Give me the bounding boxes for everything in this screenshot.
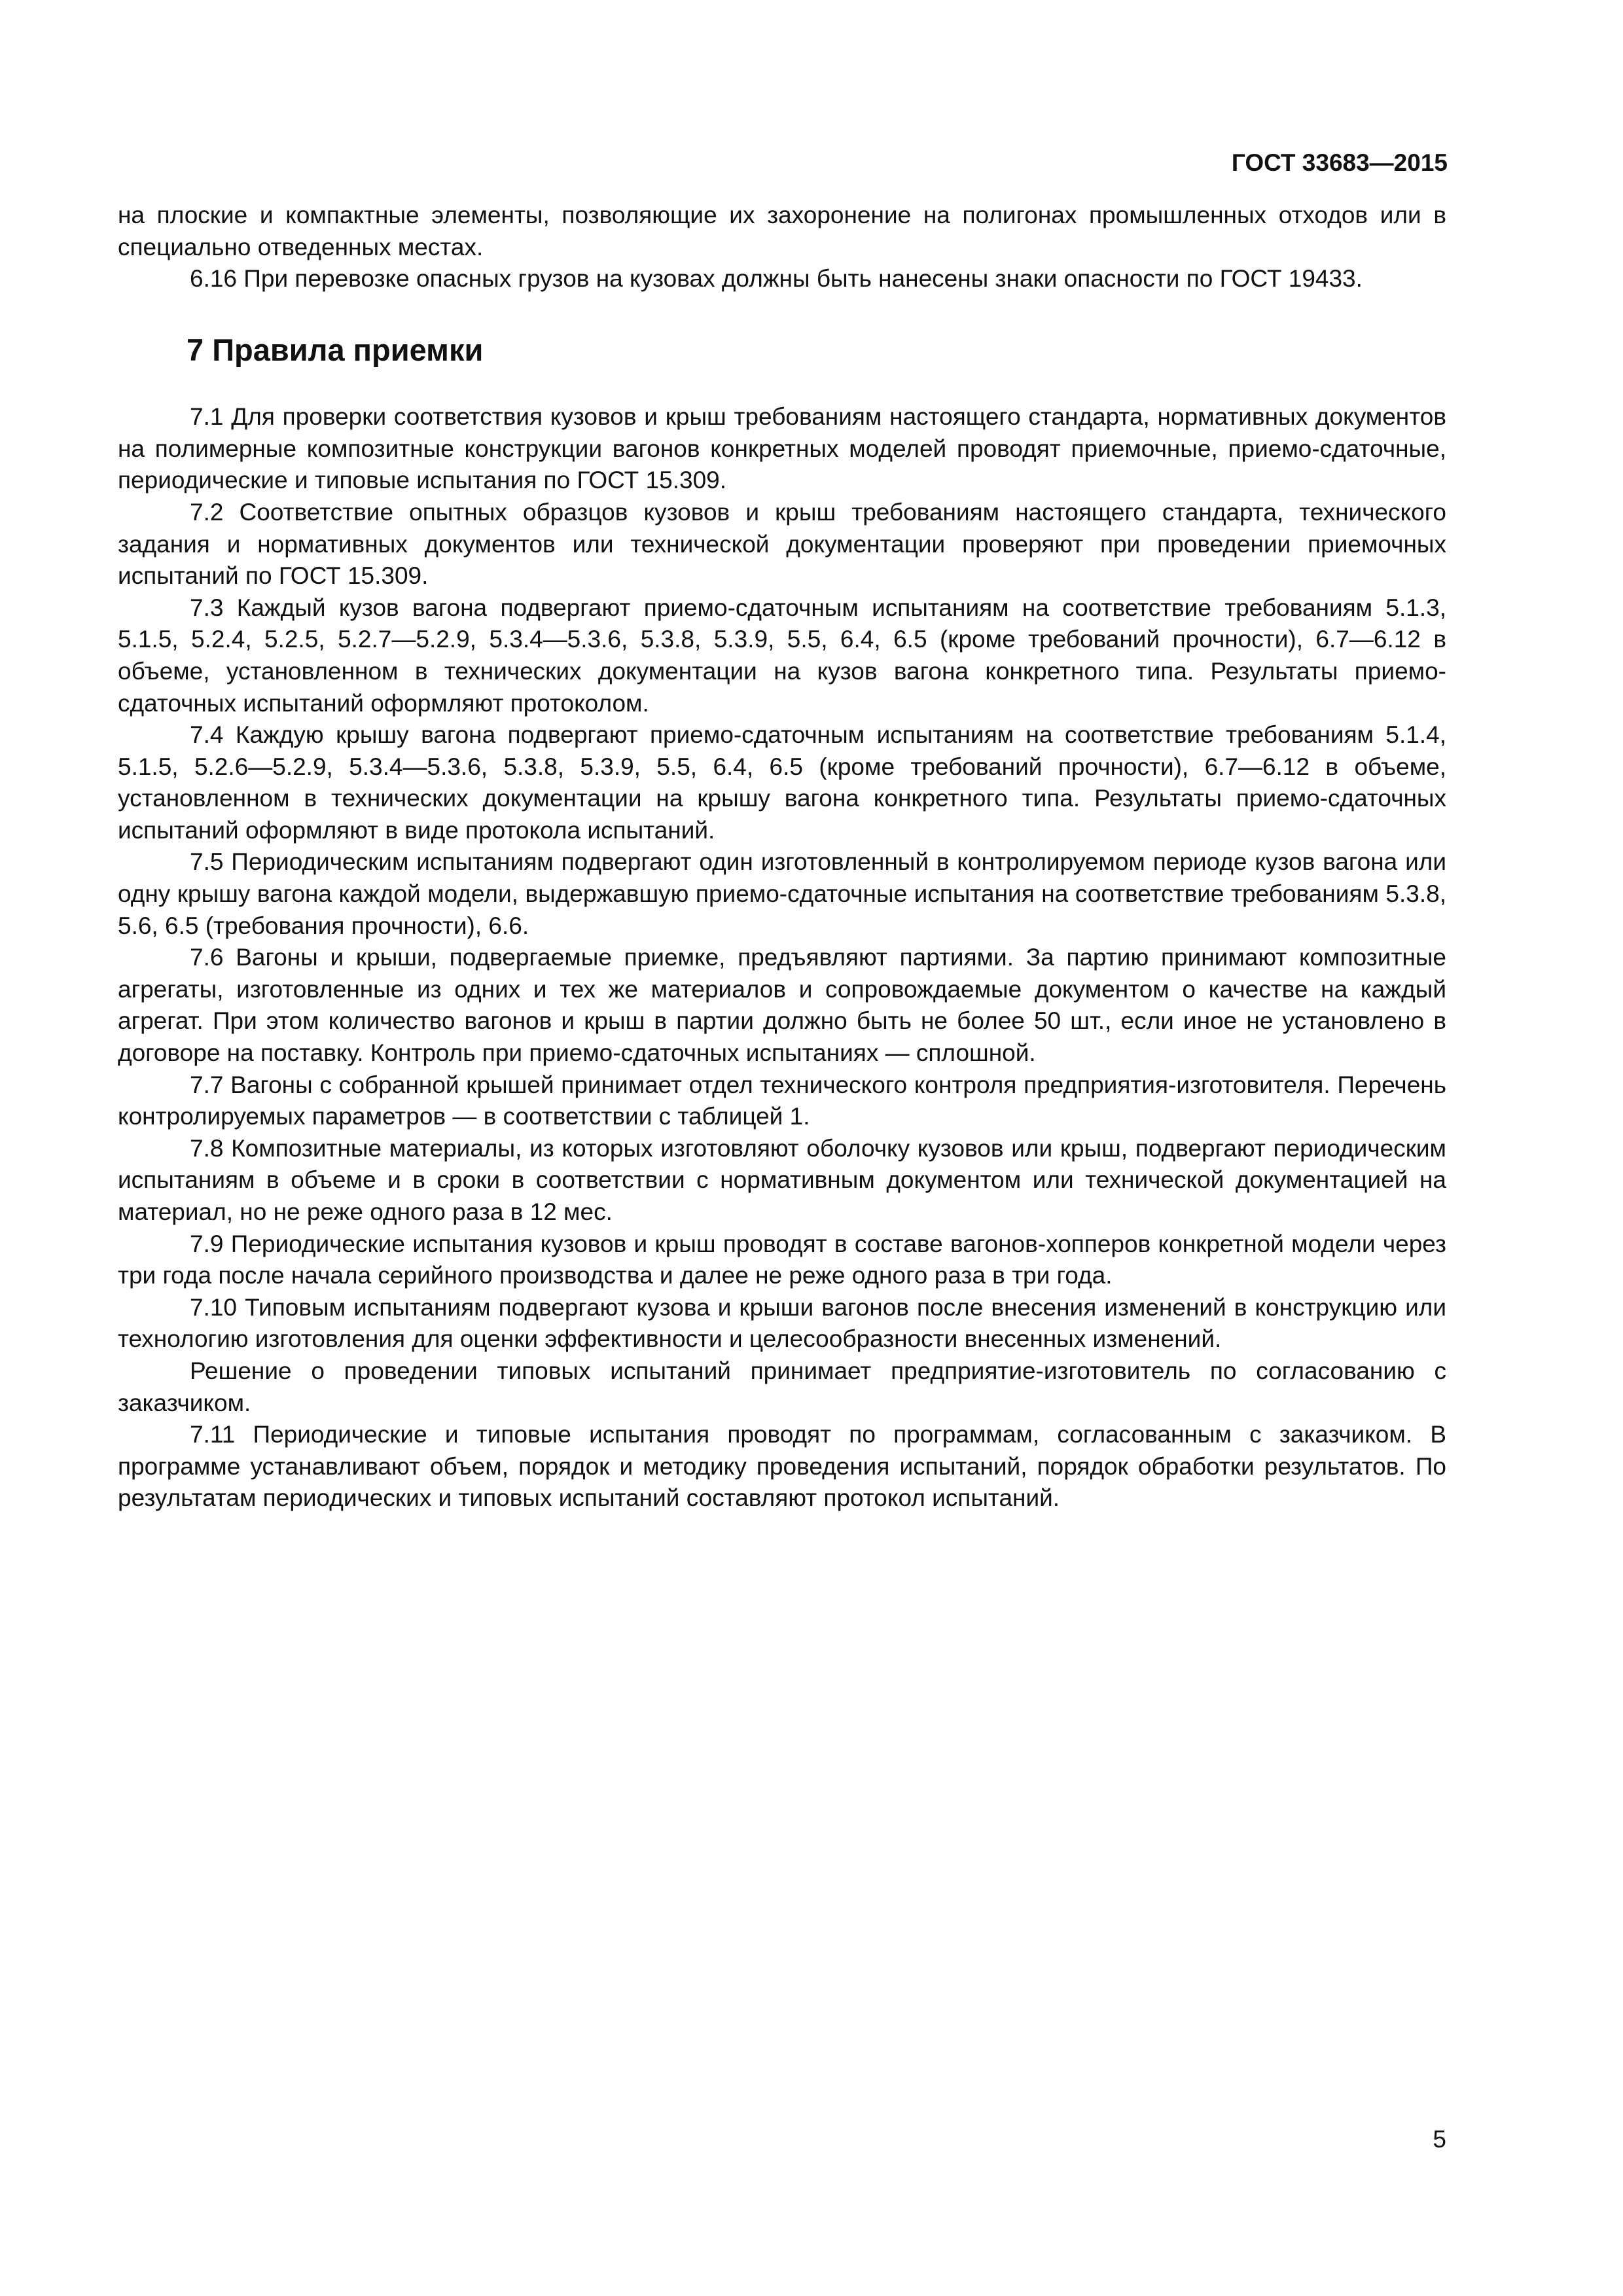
paragraph-continuation: на плоские и компактные элементы, позволяющие их захоронение на полигонах промышленных отходов или в специально отведенных местах. (118, 202, 1446, 260)
paragraph-7-5: 7.5 Периодическим испытаниям подвергают один изготовленный в контролируемом периоде кузов вагона или одну крышу вагона каждой модели, выдержавшую приемо-сдаточные испытания на соответствие требованиям 5.3.8, 5.6, 6.5 (требования прочности), 6.6. (118, 848, 1446, 939)
paragraph-7-4: 7.4 Каждую крышу вагона подвергают приемо-сдаточным испытаниям на соответствие требованиям 5.1.4, 5.1.5, 5.2.6—5.2.9, 5.3.4—5.3.6, 5.3.8, 5.3.9, 5.5, 6.4, 6.5 (кроме требований прочности), 6.7—6.12 в объеме, установленном в технических документации на крышу вагона конкретного типа. Результаты приемо-сдаточных испытаний оформляют в виде протокола испытаний. (118, 721, 1446, 844)
paragraph-7-1: 7.1 Для проверки соответствия кузовов и крыш требованиям настоящего стандарта, нормативных документов на полимерные композитные конструкции вагонов конкретных моделей проводят приемочные, приемо-сдаточные, периодические и типовые испытания по ГОСТ 15.309. (118, 403, 1446, 494)
paragraph-7-7: 7.7 Вагоны с собранной крышей принимает отдел технического контроля предприятия-изготовителя. Перечень контролируемых параметров — в соответствии с таблицей 1. (118, 1071, 1446, 1130)
paragraph-7-10-decision: Решение о проведении типовых испытаний принимает предприятие-изготовитель по согласованию с заказчиком. (118, 1357, 1446, 1416)
section-heading: 7 Правила приемки (187, 332, 484, 367)
document-code-header: ГОСТ 33683—2015 (1231, 149, 1448, 176)
paragraph-7-11: 7.11 Периодические и типовые испытания проводят по программам, согласованным с заказчиком. В программе устанавливают объем, порядок и методику проведения испытаний, порядок обработки результатов. По результатам периодических и типовых испытаний составляют протокол испытаний. (118, 1421, 1446, 1512)
paragraph-7-9: 7.9 Периодические испытания кузовов и крыш проводят в составе вагонов-хопперов конкретной модели через три года после начала серийного производства и далее не реже одного раза в три года. (118, 1230, 1446, 1289)
paragraph-7-6: 7.6 Вагоны и крыши, подвергаемые приемке, предъявляют партиями. За партию принимают композитные агрегаты, изготовленные из одних и тех же материалов и сопровождаемые документом о качестве на каждый агрегат. При этом количество вагонов и крыш в партии должно быть не более 50 шт., если иное не установлено в договоре на поставку. Контроль при приемо-сдаточных испытаниях — сплошной. (118, 944, 1446, 1067)
paragraph-6-16: 6.16 При перевозке опасных грузов на кузовах должны быть нанесены знаки опасности по ГОСТ 19433. (190, 265, 1363, 293)
paragraph-7-3: 7.3 Каждый кузов вагона подвергают приемо-сдаточным испытаниям на соответствие требованиям 5.1.3, 5.1.5, 5.2.4, 5.2.5, 5.2.7—5.2.9, 5.3.4—5.3.6, 5.3.8, 5.3.9, 5.5, 6.4, 6.5 (кроме требований прочности), 6.7—6.12 в объеме, установленном в технических документации на кузов вагона конкретного типа. Результаты приемо-сдаточных испытаний оформляют протоколом. (118, 594, 1446, 717)
paragraph-7-10: 7.10 Типовым испытаниям подвергают кузова и крыши вагонов после внесения изменений в конструкцию или технологию изготовления для оценки эффективности и целесообразности внесенных изменений. (118, 1293, 1446, 1353)
paragraph-7-2: 7.2 Соответствие опытных образцов кузовов и крыш требованиям настоящего стандарта, технического задания и нормативных документов или технической документации проверяют при проведении приемочных испытаний по ГОСТ 15.309. (118, 498, 1446, 590)
paragraph-7-8: 7.8 Композитные материалы, из которых изготовляют оболочку кузовов или крыш, подвергают периодическим испытаниям в объеме и в сроки в соответствии с нормативным документом или технической документацией на материал, но не реже одного раза в 12 мес. (118, 1134, 1446, 1226)
page-number: 5 (1433, 2126, 1446, 2153)
document-body (118, 200, 1446, 1515)
